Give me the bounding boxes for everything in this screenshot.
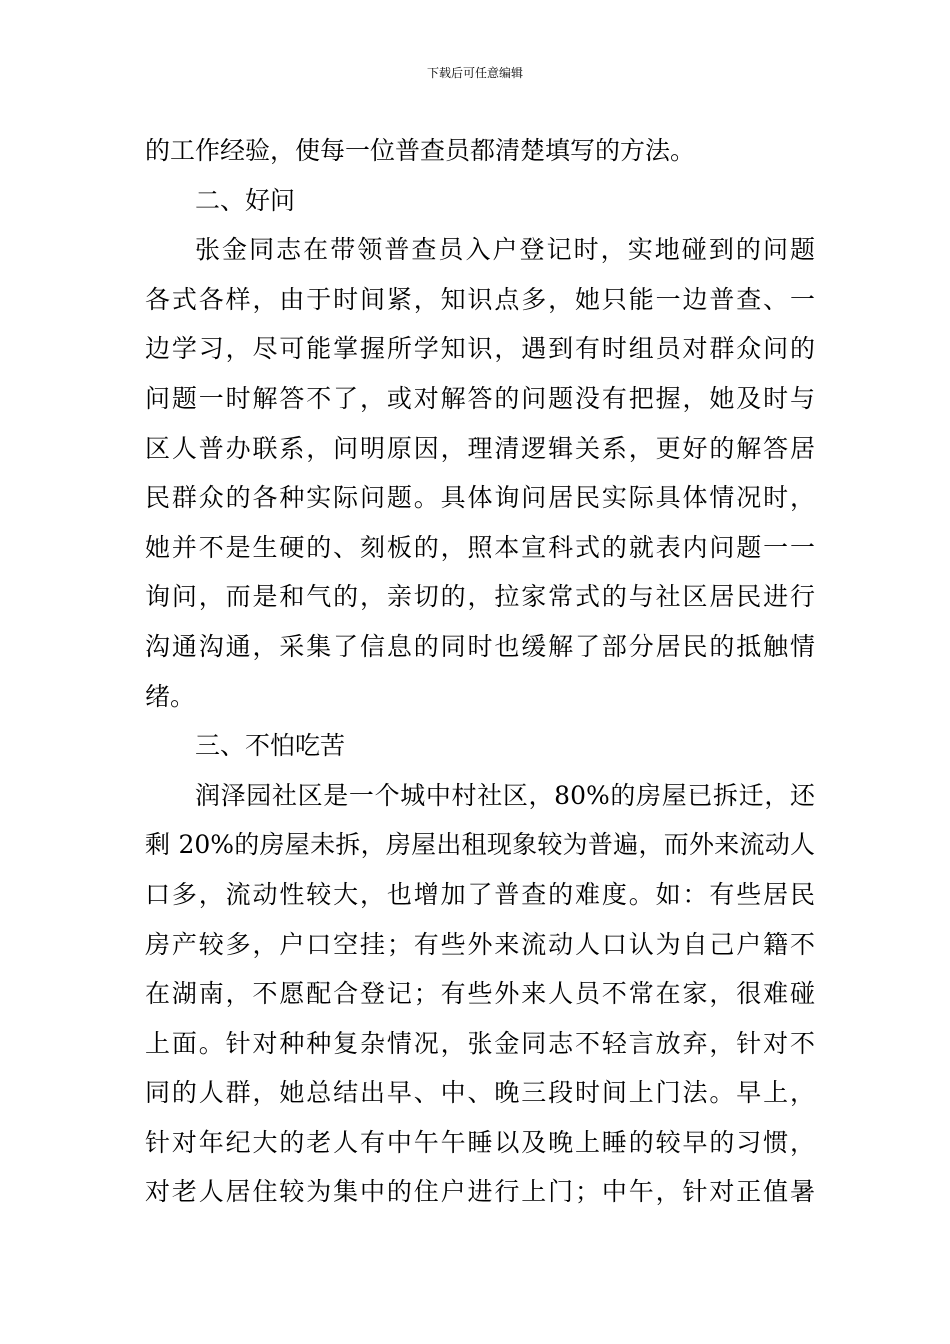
paragraph-line: 边学习，尽可能掌握所学知识，遇到有时组员对群众问的 xyxy=(145,334,815,364)
paragraph-line: 对老人居住较为集中的住户进行上门；中午，针对正值暑 xyxy=(145,1177,815,1207)
paragraph-line: 上面。针对种种复杂情况，张金同志不轻言放弃，针对不 xyxy=(145,1028,815,1058)
paragraph-line: 同的人群，她总结出早、中、晚三段时间上门法。早上， xyxy=(145,1078,815,1108)
paragraph-line: 各式各样，由于时间紧，知识点多，她只能一边普查、一 xyxy=(145,284,815,314)
paragraph-line: 针对年纪大的老人有中午午睡以及晚上睡的较早的习惯， xyxy=(145,1127,815,1157)
section-heading: 三、不怕吃苦 xyxy=(195,731,346,761)
section-heading: 二、好问 xyxy=(195,185,296,215)
paragraph-line: 问题一时解答不了，或对解答的问题没有把握，她及时与 xyxy=(145,383,815,413)
paragraph-line: 口多，流动性较大，也增加了普查的难度。如：有些居民 xyxy=(145,879,815,909)
paragraph-line: 的工作经验，使每一位普查员都清楚填写的方法。 xyxy=(145,136,696,165)
paragraph-line: 绪。 xyxy=(145,681,196,711)
paragraph-line: 询问，而是和气的，亲切的，拉家常式的与社区居民进行 xyxy=(145,582,815,612)
paragraph-line: 区人普办联系，问明原因，理清逻辑关系，更好的解答居 xyxy=(145,433,815,463)
paragraph-line: 润泽园社区是一个城中村社区，80%的房屋已拆迁，还 xyxy=(195,780,815,810)
paragraph-line: 在湖南，不愿配合登记；有些外来人员不常在家，很难碰 xyxy=(145,979,815,1009)
document-body xyxy=(145,126,815,1217)
paragraph-line: 房产较多，户口空挂；有些外来流动人口认为自己户籍不 xyxy=(145,929,815,959)
paragraph-line: 剩 20%的房屋未拆，房屋出租现象较为普遍，而外来流动人 xyxy=(145,830,815,860)
paragraph-line: 张金同志在带领普查员入户登记时，实地碰到的问题 xyxy=(195,235,815,265)
paragraph-line: 她并不是生硬的、刻板的，照本宣科式的就表内问题一一 xyxy=(145,532,815,562)
paragraph-line: 民群众的各种实际问题。具体询问居民实际具体情况时， xyxy=(145,483,815,513)
page-header: 下载后可任意编辑 xyxy=(426,66,523,80)
paragraph-line: 沟通沟通，采集了信息的同时也缓解了部分居民的抵触情 xyxy=(145,631,815,661)
